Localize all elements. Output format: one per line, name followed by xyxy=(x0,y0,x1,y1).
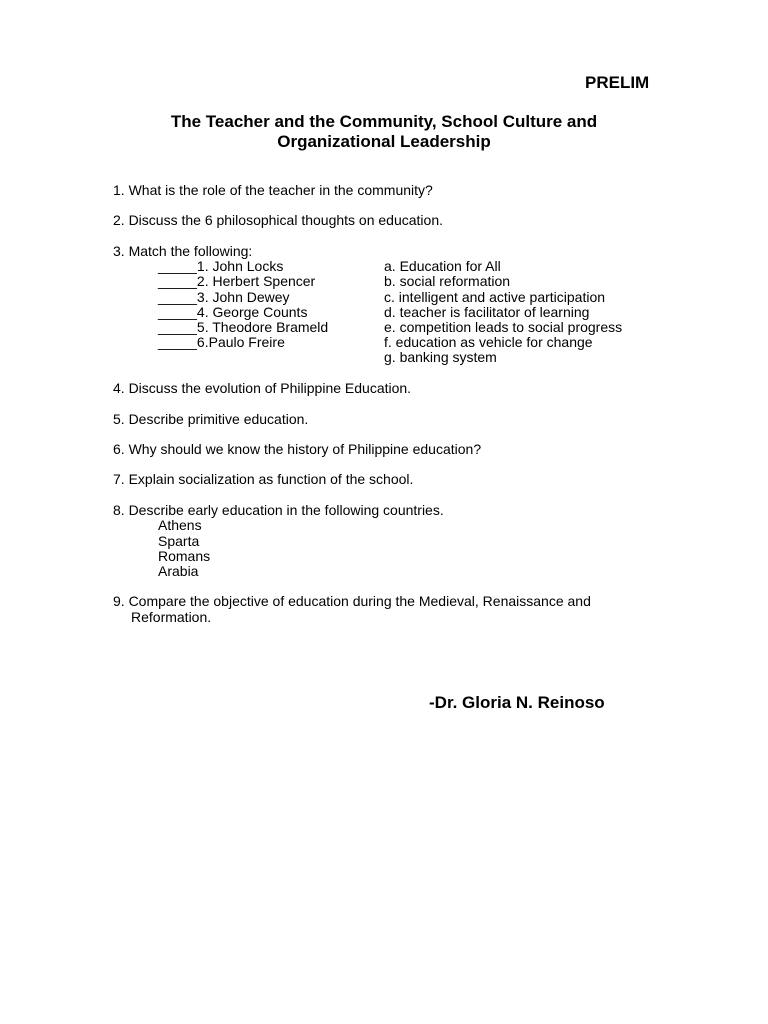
author-signature: -Dr. Gloria N. Reinoso xyxy=(429,693,605,712)
country-arabia: Arabia xyxy=(158,563,199,579)
question-3: 3. Match the following: xyxy=(113,243,253,259)
question-5: 5. Describe primitive education. xyxy=(113,411,309,427)
match-item-6: _____6.Paulo Freire xyxy=(158,334,285,350)
question-9-line-1: 9. Compare the objective of education during the Medieval, Renaissance and xyxy=(113,593,591,609)
document-title-line-1: The Teacher and the Community, School Culture and xyxy=(170,112,598,131)
match-item-2: _____2. Herbert Spencer xyxy=(158,273,316,289)
question-6: 6. Why should we know the history of Philippine education? xyxy=(113,441,482,457)
match-choice-b: b. social reformation xyxy=(384,273,511,289)
match-choice-f: f. education as vehicle for change xyxy=(384,334,593,350)
document-title-line-2: Organizational Leadership xyxy=(277,132,491,151)
country-romans: Romans xyxy=(158,548,211,564)
question-1: 1. What is the role of the teacher in the community? xyxy=(113,182,433,198)
match-choice-d: d. teacher is facilitator of learning xyxy=(384,304,590,320)
question-7: 7. Explain socialization as function of the school. xyxy=(113,471,414,487)
match-item-5: _____5. Theodore Brameld xyxy=(158,319,329,335)
exam-period-label: PRELIM xyxy=(585,73,650,92)
country-athens: Athens xyxy=(158,517,202,533)
country-sparta: Sparta xyxy=(158,533,200,549)
match-choice-e: e. competition leads to social progress xyxy=(384,319,623,335)
question-2: 2. Discuss the 6 philosophical thoughts on education. xyxy=(113,212,443,228)
match-choice-c: c. intelligent and active participation xyxy=(384,289,606,305)
match-item-3: _____3. John Dewey xyxy=(158,289,290,305)
question-8: 8. Describe early education in the following countries. xyxy=(113,502,444,518)
match-item-1: _____1. John Locks xyxy=(158,258,284,274)
question-4: 4. Discuss the evolution of Philippine Education. xyxy=(113,380,412,396)
match-item-4: _____4. George Counts xyxy=(158,304,308,320)
match-choice-g: g. banking system xyxy=(384,349,497,365)
match-choice-a: a. Education for All xyxy=(384,258,501,274)
question-9-line-2: Reformation. xyxy=(131,609,212,625)
